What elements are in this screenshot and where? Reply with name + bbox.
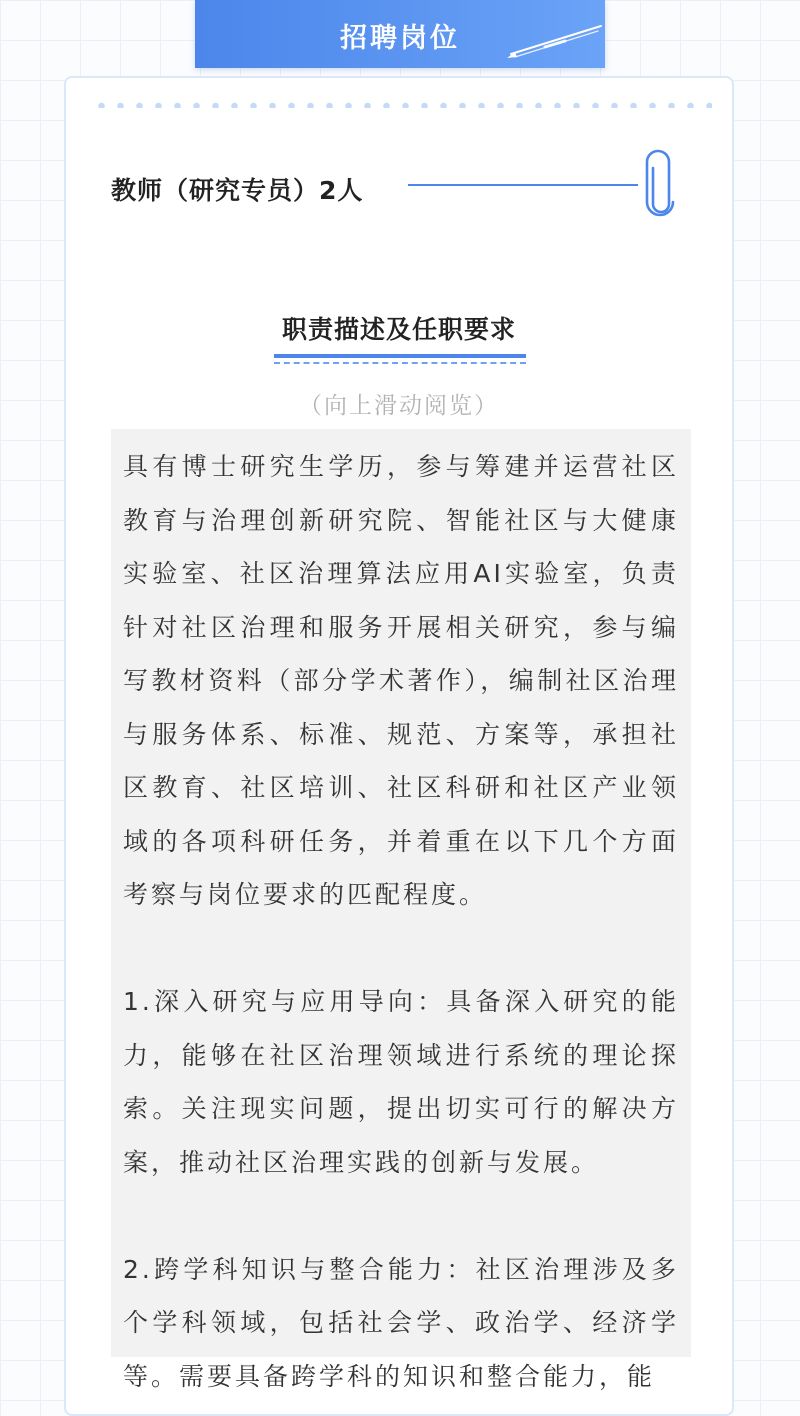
pen-icon [505, 22, 605, 62]
position-header [111, 168, 691, 218]
paperclip-icon [641, 150, 677, 220]
scroll-hint: （向上滑动阅览） [299, 393, 499, 419]
section-dashed-line [274, 362, 526, 364]
title-line [408, 184, 638, 186]
description-intro: 具有博士研究生学历，参与筹建并运营社区教育与治理创新研究院、智能社区与大健康实验室、社区治理算法应用AI实验室，负责针对社区治理和服务开展相关研究，参与编写教材资料（部分学术著作），编制社区治理与服务体系、标准、规范、方案等，承担社区教育、社区培训、社区科研和社区产业领域的各项科研任务，并着重在以下几个方面考察与岗位要求的匹配程度。 [123, 452, 679, 909]
dotted-divider [92, 102, 712, 108]
job-card [64, 76, 734, 1416]
description-scroll-box[interactable] [111, 429, 691, 1391]
section-underline [274, 354, 526, 358]
section-title: 职责描述及任职要求 [281, 315, 516, 344]
position-title: 教师（研究专员）2人 [111, 176, 364, 205]
description-point-1: 1.深入研究与应用导向：具备深入研究的能力，能够在社区治理领域进行系统的理论探索。关注现实问题，提出切实可行的解决方案，推动社区治理实践的创新与发展。 [123, 987, 679, 1177]
paragraph-gap [111, 922, 691, 976]
paragraph-gap [111, 1189, 691, 1243]
banner-title: 招聘岗位 [340, 23, 460, 54]
description-point-2: 2.跨学科知识与整合能力：社区治理涉及多个学科领域，包括社会学、政治学、经济学等。需要具备跨学科的知识和整合能力，能 [123, 1254, 679, 1391]
